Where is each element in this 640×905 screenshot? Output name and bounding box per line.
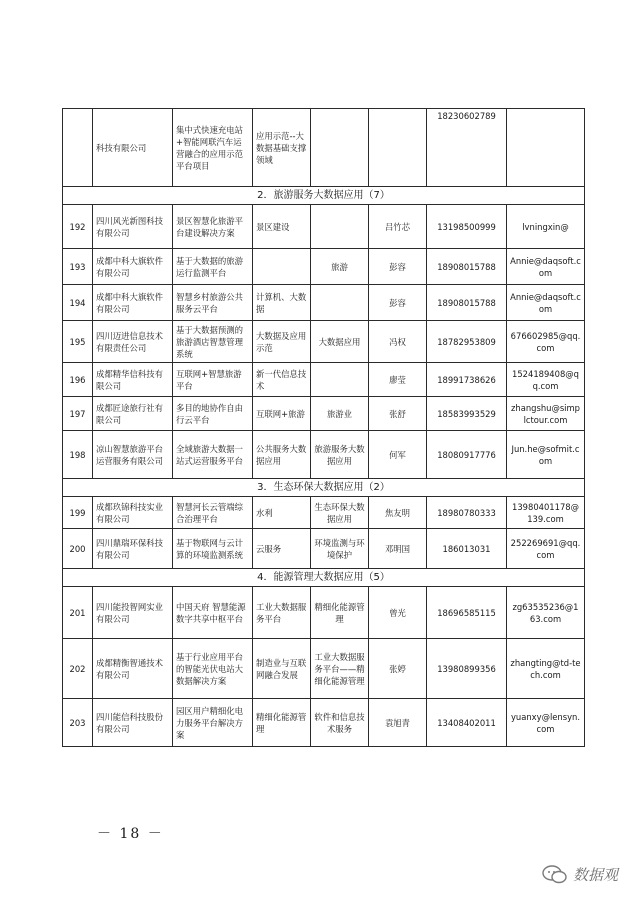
cell-no — [63, 109, 93, 187]
cell-phone: 13408402011 — [427, 699, 507, 747]
cell-contact: 彭容 — [369, 285, 427, 321]
cell-company: 成都玖锦科技实业有限公司 — [93, 497, 173, 529]
cell-category2: 大数据应用 — [311, 321, 369, 363]
cell-no: 200 — [63, 529, 93, 569]
cell-project: 多目的地协作自由行云平台 — [173, 397, 253, 431]
section-header-row — [63, 569, 585, 587]
cell-category1: 景区建设 — [253, 205, 311, 249]
cell-email: zhangshu@simplctour.com — [507, 397, 585, 431]
table-row — [63, 529, 585, 569]
cell-no: 195 — [63, 321, 93, 363]
cell-project: 基于物联网与云计算的环境监测系统 — [173, 529, 253, 569]
cell-contact: 邓明国 — [369, 529, 427, 569]
cell-category1: 制造业与互联网融合发展 — [253, 639, 311, 699]
cell-category2: 软件和信息技术服务 — [311, 699, 369, 747]
cell-category1: 计算机、大数据 — [253, 285, 311, 321]
table-row — [63, 363, 585, 397]
cell-contact: 袁旭青 — [369, 699, 427, 747]
table-row — [63, 497, 585, 529]
cell-no: 197 — [63, 397, 93, 431]
page-number: － 18 － — [97, 826, 164, 842]
section-header-row — [63, 187, 585, 205]
cell-category1: 工业大数据服务平台 — [253, 587, 311, 639]
cell-email: zg63535236@163.com — [507, 587, 585, 639]
table-row — [63, 587, 585, 639]
cell-project: 景区智慧化旅游平台建设解决方案 — [173, 205, 253, 249]
cell-contact: 彭容 — [369, 249, 427, 285]
cell-company: 成都精华信科技有限公司 — [93, 363, 173, 397]
cell-phone: 18080917776 — [427, 431, 507, 479]
table-row — [63, 699, 585, 747]
cell-no: 201 — [63, 587, 93, 639]
cell-phone: 18782953809 — [427, 321, 507, 363]
cell-email: lvningxin@ — [507, 205, 585, 249]
cell-no: 194 — [63, 285, 93, 321]
cell-email: 252269691@qq.com — [507, 529, 585, 569]
cell-project: 集中式快速充电站+智能网联汽车运营融合的应用示范平台项目 — [173, 109, 253, 187]
cell-contact: 冯权 — [369, 321, 427, 363]
cell-project: 全域旅游大数据一站式运营服务平台 — [173, 431, 253, 479]
table-row — [63, 205, 585, 249]
cell-category1 — [253, 249, 311, 285]
cell-phone: 18583993529 — [427, 397, 507, 431]
cell-project: 园区用户精细化电力服务平台解决方案 — [173, 699, 253, 747]
cell-category2: 精细化能源管理 — [311, 587, 369, 639]
cell-contact: 廖莹 — [369, 363, 427, 397]
cell-category2: 旅游 — [311, 249, 369, 285]
cell-phone: 186013031 — [427, 529, 507, 569]
cell-phone: 18908015788 — [427, 249, 507, 285]
section-title: 3．生态环保大数据应用（2） — [63, 479, 585, 497]
cell-company: 成都中科大旗软件有限公司 — [93, 249, 173, 285]
cell-company: 科技有限公司 — [93, 109, 173, 187]
cell-category2: 生态环保大数据应用 — [311, 497, 369, 529]
table-row — [63, 321, 585, 363]
cell-no: 202 — [63, 639, 93, 699]
cell-company: 成都精衡智通技术有限公司 — [93, 639, 173, 699]
cell-project: 基于大数据的旅游运行监测平台 — [173, 249, 253, 285]
cell-contact: 吕竹芯 — [369, 205, 427, 249]
table-row — [63, 249, 585, 285]
cell-no: 198 — [63, 431, 93, 479]
cell-phone: 13980899356 — [427, 639, 507, 699]
projects-table — [62, 108, 585, 747]
cell-email: yuanxy@lensyn.com — [507, 699, 585, 747]
table-row — [63, 639, 585, 699]
cell-category1: 云服务 — [253, 529, 311, 569]
cell-email: 676602985@qq.com — [507, 321, 585, 363]
cell-phone: 18991738626 — [427, 363, 507, 397]
cell-no: 199 — [63, 497, 93, 529]
cell-category1: 精细化能源管理 — [253, 699, 311, 747]
cell-contact: 何军 — [369, 431, 427, 479]
cell-no: 196 — [63, 363, 93, 397]
cell-company: 四川迈进信息技术有限责任公司 — [93, 321, 173, 363]
cell-email: Jun.he@sofmit.com — [507, 431, 585, 479]
cell-company: 四川能信科技股份有限公司 — [93, 699, 173, 747]
cell-category2 — [311, 109, 369, 187]
cell-contact: 张舒 — [369, 397, 427, 431]
table-row-continuation — [63, 109, 585, 187]
cell-category2: 旅游服务大数据应用 — [311, 431, 369, 479]
cell-phone: 18980780333 — [427, 497, 507, 529]
cell-category2: 工业大数据服务平台——精细化能源管理 — [311, 639, 369, 699]
cell-email: 13980401178@139.com — [507, 497, 585, 529]
cell-company: 凉山智慧旅游平台运营服务有限公司 — [93, 431, 173, 479]
cell-category1: 水利 — [253, 497, 311, 529]
cell-company: 四川鼎瑞环保科技有限公司 — [93, 529, 173, 569]
cell-project: 基于行业应用平台的智能光伏电站大数据解决方案 — [173, 639, 253, 699]
table-row — [63, 397, 585, 431]
cell-email — [507, 109, 585, 187]
cell-project: 智慧乡村旅游公共服务云平台 — [173, 285, 253, 321]
table-row — [63, 431, 585, 479]
cell-phone: 13198500999 — [427, 205, 507, 249]
cell-company: 成都匠途旅行社有限公司 — [93, 397, 173, 431]
projects-table-body — [63, 109, 585, 747]
cell-category1: 互联网+旅游 — [253, 397, 311, 431]
section-header-row — [63, 479, 585, 497]
cell-no: 203 — [63, 699, 93, 747]
wechat-bubble-icon — [542, 865, 568, 885]
cell-company: 四川风光新图科技有限公司 — [93, 205, 173, 249]
cell-phone: 18908015788 — [427, 285, 507, 321]
cell-category1: 公共服务大数据应用 — [253, 431, 311, 479]
cell-category2: 旅游业 — [311, 397, 369, 431]
cell-no: 193 — [63, 249, 93, 285]
cell-email: 1524189408@qq.com — [507, 363, 585, 397]
cell-category2 — [311, 363, 369, 397]
cell-no: 192 — [63, 205, 93, 249]
cell-category1: 新一代信息技术 — [253, 363, 311, 397]
cell-phone: 18230602789 — [427, 109, 507, 187]
cell-project: 智慧河长云管端综合治理平台 — [173, 497, 253, 529]
cell-email: Annie@daqsoft.com — [507, 249, 585, 285]
cell-company: 四川能投智网实业有限公司 — [93, 587, 173, 639]
cell-project: 中国天府 智慧能源数字共享中枢平台 — [173, 587, 253, 639]
cell-category1: 大数据及应用示范 — [253, 321, 311, 363]
section-title: 2．旅游服务大数据应用（7） — [63, 187, 585, 205]
cell-category1: 应用示范--大数据基础支撑领域 — [253, 109, 311, 187]
cell-email: zhangting@td-tech.com — [507, 639, 585, 699]
cell-category2: 环境监测与环境保护 — [311, 529, 369, 569]
cell-contact: 张婷 — [369, 639, 427, 699]
cell-category2 — [311, 285, 369, 321]
cell-category2 — [311, 205, 369, 249]
cell-company: 成都中科大旗软件有限公司 — [93, 285, 173, 321]
cell-project: 基于大数据预测的旅游酒店智慧管理系统 — [173, 321, 253, 363]
cell-phone: 18696585115 — [427, 587, 507, 639]
cell-contact — [369, 109, 427, 187]
cell-contact: 焦友明 — [369, 497, 427, 529]
watermark — [542, 864, 618, 885]
cell-email: Annie@daqsoft.com — [507, 285, 585, 321]
cell-project: 互联网+智慧旅游平台 — [173, 363, 253, 397]
watermark-text: 数据观 — [572, 866, 618, 884]
table-row — [63, 285, 585, 321]
section-title: 4．能源管理大数据应用（5） — [63, 569, 585, 587]
cell-contact: 曾光 — [369, 587, 427, 639]
